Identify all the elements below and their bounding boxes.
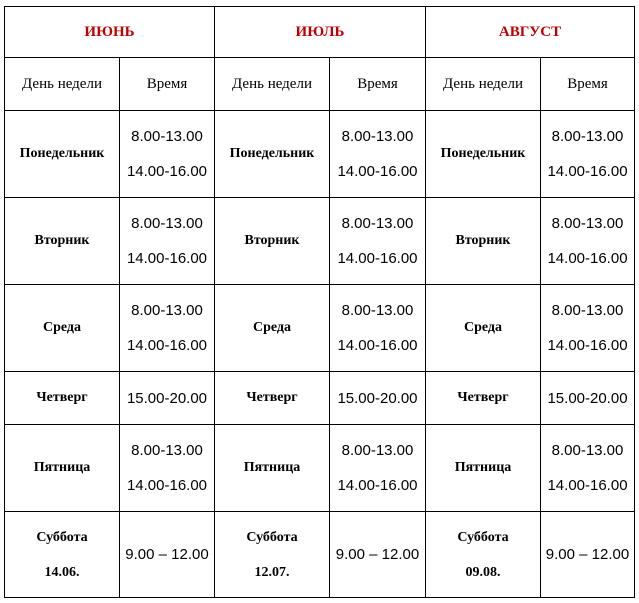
table-row-friday — [5, 425, 635, 512]
time-slot: 14.00-16.00 — [337, 250, 418, 267]
time-slot: 14.00-16.00 — [547, 477, 628, 494]
table-row-monday — [5, 111, 635, 198]
month-header-row — [5, 7, 635, 58]
day-cell — [215, 512, 330, 598]
column-header-time: Время — [541, 58, 635, 111]
time-cell: 15.00-20.00 — [120, 372, 215, 425]
time-slot: 8.00-13.00 — [551, 128, 624, 145]
saturday-date: 14.06. — [44, 564, 80, 580]
day-cell: Пятница — [215, 425, 330, 512]
month-june: ИЮНЬ — [5, 7, 215, 58]
day-cell: Среда — [426, 285, 541, 372]
time-slot: 14.00-16.00 — [126, 477, 208, 494]
column-header-time: Время — [330, 58, 426, 111]
day-cell: Вторник — [5, 198, 120, 285]
time-cell — [541, 425, 635, 512]
column-header-day: День недели — [215, 58, 330, 111]
schedule-table — [4, 6, 635, 598]
time-slot: 8.00-13.00 — [551, 302, 624, 319]
day-cell: Понедельник — [426, 111, 541, 198]
day-cell: Пятница — [426, 425, 541, 512]
day-cell: Среда — [5, 285, 120, 372]
time-cell — [120, 425, 215, 512]
time-cell: 9.00 – 12.00 — [120, 512, 215, 598]
time-cell: 9.00 – 12.00 — [541, 512, 635, 598]
time-slot: 8.00-13.00 — [551, 442, 624, 459]
time-cell — [541, 111, 635, 198]
time-slot: 14.00-16.00 — [547, 163, 628, 180]
time-cell — [330, 285, 426, 372]
column-header-day: День недели — [5, 58, 120, 111]
time-cell — [120, 198, 215, 285]
day-cell: Четверг — [5, 372, 120, 425]
month-august: АВГУСТ — [426, 7, 635, 58]
time-cell — [541, 198, 635, 285]
time-cell — [120, 285, 215, 372]
day-cell — [426, 512, 541, 598]
time-slot: 8.00-13.00 — [341, 215, 414, 232]
day-label: Суббота — [246, 529, 298, 545]
column-header-row — [5, 58, 635, 111]
time-slot: 14.00-16.00 — [126, 250, 208, 267]
time-cell: 15.00-20.00 — [330, 372, 426, 425]
column-header-day: День недели — [426, 58, 541, 111]
day-cell: Среда — [215, 285, 330, 372]
table-row-saturday — [5, 512, 635, 598]
time-slot: 14.00-16.00 — [547, 337, 628, 354]
time-slot: 14.00-16.00 — [337, 337, 418, 354]
time-slot: 14.00-16.00 — [126, 163, 208, 180]
saturday-date: 09.08. — [465, 564, 501, 580]
day-cell: Четверг — [215, 372, 330, 425]
time-slot: 14.00-16.00 — [126, 337, 208, 354]
month-july: ИЮЛЬ — [215, 7, 426, 58]
day-label: Суббота — [36, 529, 88, 545]
time-slot: 8.00-13.00 — [131, 128, 203, 145]
time-slot: 8.00-13.00 — [131, 302, 203, 319]
day-cell: Пятница — [5, 425, 120, 512]
time-cell — [120, 111, 215, 198]
time-slot: 8.00-13.00 — [131, 442, 203, 459]
time-slot: 8.00-13.00 — [341, 128, 414, 145]
day-cell: Вторник — [215, 198, 330, 285]
time-cell — [330, 198, 426, 285]
saturday-date: 12.07. — [254, 564, 290, 580]
time-cell — [541, 285, 635, 372]
time-slot: 14.00-16.00 — [547, 250, 628, 267]
time-slot: 8.00-13.00 — [551, 215, 624, 232]
time-slot: 8.00-13.00 — [341, 302, 414, 319]
table-row-tuesday — [5, 198, 635, 285]
day-cell — [5, 512, 120, 598]
day-label: Суббота — [457, 529, 509, 545]
time-cell: 15.00-20.00 — [541, 372, 635, 425]
time-cell — [330, 425, 426, 512]
table-row-thursday — [5, 372, 635, 425]
time-cell — [330, 111, 426, 198]
day-cell: Четверг — [426, 372, 541, 425]
time-slot: 8.00-13.00 — [131, 215, 203, 232]
day-cell: Понедельник — [5, 111, 120, 198]
time-slot: 14.00-16.00 — [337, 163, 418, 180]
time-slot: 14.00-16.00 — [337, 477, 418, 494]
time-slot: 8.00-13.00 — [341, 442, 414, 459]
table-row-wednesday — [5, 285, 635, 372]
time-cell: 9.00 – 12.00 — [330, 512, 426, 598]
day-cell: Вторник — [426, 198, 541, 285]
day-cell: Понедельник — [215, 111, 330, 198]
column-header-time: Время — [120, 58, 215, 111]
